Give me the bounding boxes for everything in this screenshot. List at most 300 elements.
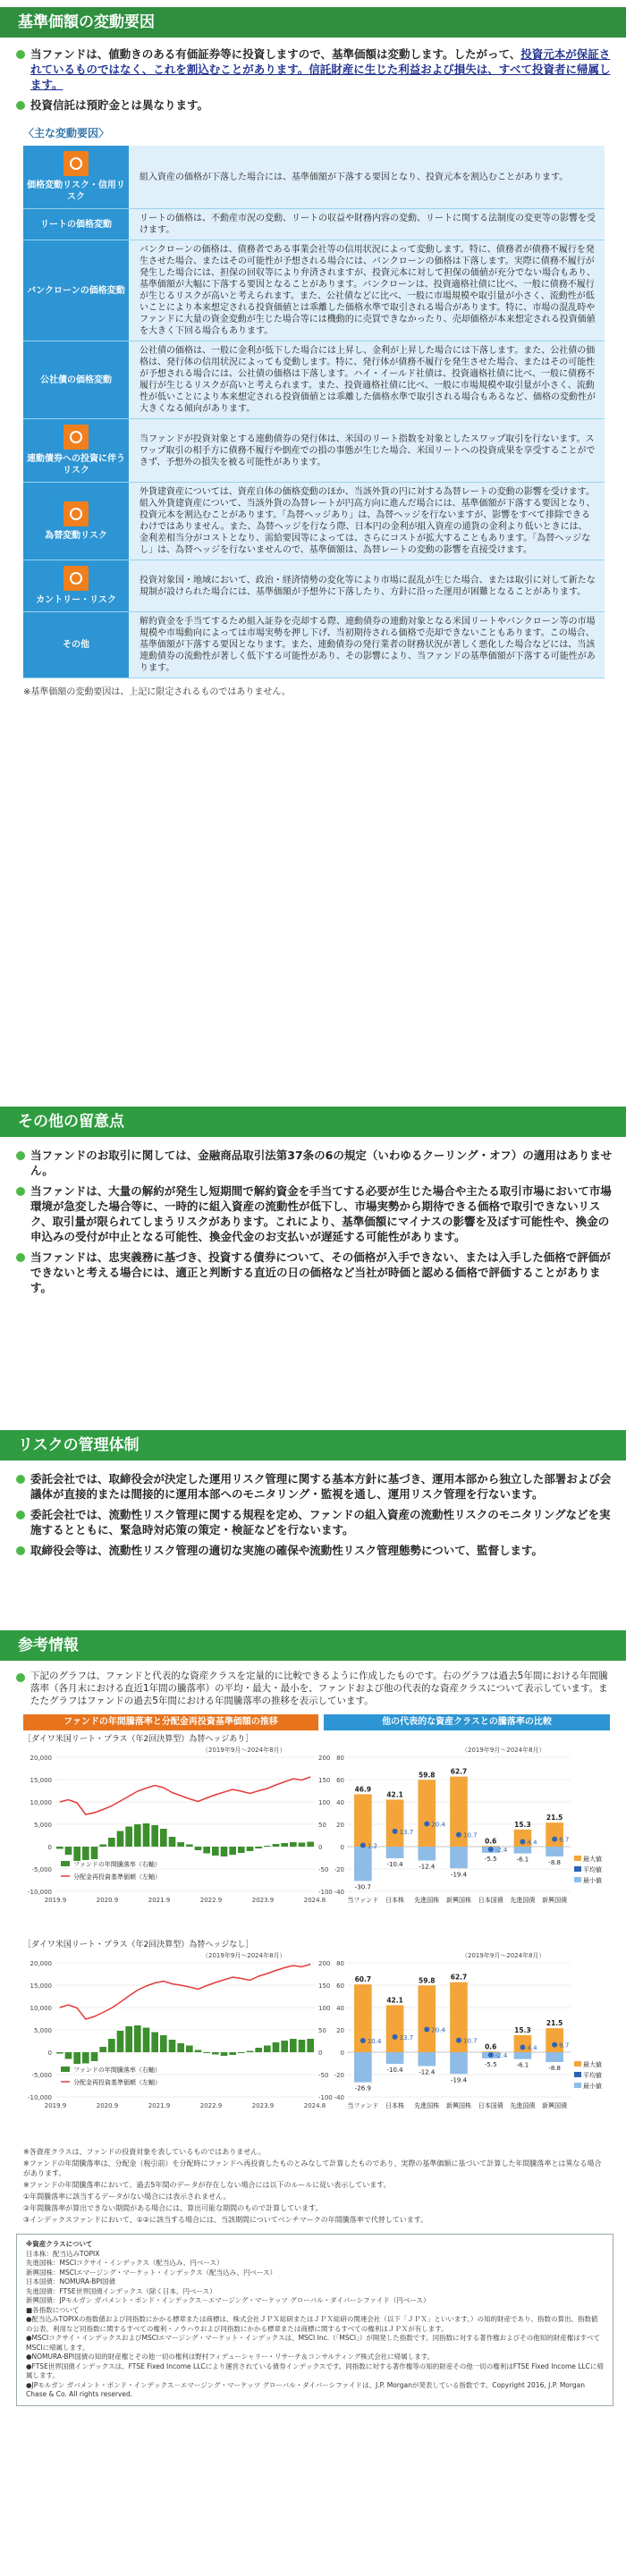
avg-point [552, 1837, 557, 1842]
min-bar [514, 2052, 532, 2059]
fund-return-bar [281, 1843, 288, 1847]
x-tick: 2024.8 [303, 2102, 326, 2109]
y-tick-right: 0 [318, 1844, 323, 1851]
fund-return-bar [290, 1842, 297, 1847]
legend-swatch-bar [61, 1861, 70, 1866]
fund-return-bar [143, 1823, 150, 1847]
fund-return-bar [307, 2039, 314, 2052]
section-title: 基準価額の変動要因 [0, 7, 626, 38]
y-tick-left: 20,000 [30, 1960, 52, 1967]
avg-label: -2.4 [495, 1847, 508, 1854]
section-risk-factors [0, 7, 626, 697]
risk-text: 当ファンドが投資対象とする連動債券の発行体は、米国のリート指数を対象としたスワップ取引を行ないます。スワップ取引の相手方に債務不履行や倒産での損の事態が生じた場合、米国リートへの投資成果を享受することができず、予想外の損失を被る可能性があります。 [129, 419, 605, 483]
fund-return-bar [91, 1847, 98, 1859]
y-tick-right: 50 [318, 1822, 326, 1829]
fund-return-bar [117, 2031, 124, 2052]
chart-notes [0, 2147, 626, 2225]
y-tick: -40 [334, 2094, 344, 2101]
chart-note: ③インデックスファンドにおいて、①②に該当する場合には、当該期間についてベンチマークの年間騰落率で代替しています。 [23, 2216, 428, 2224]
avg-point [520, 2045, 525, 2050]
risk-label-text: 連動債券への投資に伴うリスク [27, 454, 125, 476]
fund-return-bar [299, 1843, 306, 1848]
risk-label-text: 公社債の価格変動 [40, 375, 112, 385]
category-label: 日本株 [385, 2102, 405, 2109]
fund-return-bar [177, 1842, 184, 1847]
fund-return-bar [195, 1847, 202, 1850]
risk-label-text: カントリー・リスク [36, 595, 116, 605]
legend-label: 平均値 [583, 1866, 602, 1873]
fund-return-bar [195, 2050, 202, 2053]
min-bar [450, 1847, 468, 1868]
avg-point [424, 2027, 429, 2033]
min-label: -12.4 [419, 2068, 436, 2076]
risk-row [23, 240, 605, 341]
legend-label: ファンドの年間騰落率（右軸） [73, 2067, 161, 2074]
y-tick-right: 100 [318, 2005, 331, 2012]
box-line: ■各指数について [26, 2305, 80, 2314]
avg-label: 4.4 [527, 2044, 537, 2052]
fund-return-bar [151, 1825, 158, 1847]
risk-label [23, 146, 129, 209]
fund-return-bar [247, 2051, 254, 2053]
risk-row [23, 341, 605, 419]
bullet-text: 投資信託は預貯金とは異なります。 [16, 97, 613, 113]
risk-row [23, 560, 605, 612]
category-label: 当ファンド [347, 1897, 379, 1904]
section-title: 参考情報 [0, 1630, 626, 1661]
y-tick-left: 15,000 [30, 1777, 52, 1784]
chart-title: ［ダイワ米国リート・プラス（年2回決算型）為替ヘッジなし］ [23, 1940, 254, 1949]
min-label: -26.9 [354, 2084, 371, 2092]
bullet-text: 当ファンドのお取引に関しては、金融商品取引法第37条の6の規定（いわゆるクーリング・オフ）の適用はありません。 [16, 1148, 613, 1178]
min-bar [386, 1847, 404, 1858]
risk-row [23, 146, 605, 209]
section-reference-info [0, 1630, 626, 2406]
fund-return-bar [99, 2047, 106, 2052]
fund-return-bar [238, 2052, 245, 2053]
y-tick-left: 0 [47, 2050, 52, 2057]
avg-point [360, 2038, 366, 2043]
fund-return-bar [56, 2052, 63, 2054]
y-tick-left: -5,000 [31, 1866, 52, 1873]
fund-return-bar [99, 1845, 106, 1848]
risk-label-text: 為替変動リスク [45, 530, 107, 541]
max-label: 0.6 [485, 2042, 497, 2051]
fund-return-bar [125, 2026, 132, 2052]
max-label: 42.1 [386, 1790, 403, 1799]
min-label: -12.4 [419, 1863, 436, 1871]
min-label: -8.8 [548, 1859, 561, 1866]
fund-return-bar [273, 1844, 280, 1847]
legend-label: 分配金再投資基準価額（左軸） [73, 2079, 161, 2086]
category-label: 日本株 [385, 1897, 405, 1904]
avg-point [520, 1839, 525, 1845]
box-line: 新興国株：MSCIエマージング・マーケット・インデックス（配当込み、円ベース） [26, 2268, 277, 2277]
fund-return-bar [273, 2042, 280, 2052]
risk-label-text: その他 [63, 640, 89, 650]
risk-label-text: リートの価格変動 [40, 219, 112, 230]
fund-return-bar [65, 1847, 72, 1855]
category-label: 新興国株 [446, 1897, 471, 1904]
risk-label-text: 価格変動リスク・信用リスク [27, 181, 125, 202]
fund-return-bar [56, 1847, 63, 1849]
max-bar [418, 1780, 436, 1847]
legend-label: 最大値 [583, 1856, 602, 1863]
risk-label-text: バンクローンの価格変動 [27, 285, 125, 296]
legend-swatch-bar [61, 2067, 70, 2072]
max-label: 62.7 [450, 1973, 468, 1982]
y-tick: -40 [334, 1889, 344, 1896]
fund-return-bar [203, 2052, 210, 2053]
x-tick: 2021.9 [148, 1897, 171, 1904]
bullet-text [16, 46, 613, 92]
avg-label: 6.7 [559, 2041, 570, 2050]
y-tick-left: -10,000 [27, 2094, 52, 2101]
avg-label: 13.7 [399, 1828, 414, 1836]
y-tick-left: 5,000 [33, 1822, 52, 1829]
category-label: 新興国株 [446, 2102, 471, 2109]
max-label: 21.5 [546, 1814, 563, 1823]
risk-text: 外貨建資産については、資産自体の価格変動のほか、当該外貨の円に対する為替レートの変動の影響を受けます。組入外貨建資産について、当該外貨の為替レートが円高方向に進んだ場合には、基準価額が下落する要因となり、投資元本を割込むことがあります。「為替ヘッジあり」は、為替ヘッジを行ないますが、影響をすべて排除できるわけではありません。また、為替ヘッジを行なう際、日本円の金利が組入資産の通貨の金利より低いときには、金利差相当分がコストとなり、需給要因等によっては、さらにコストが拡大することもあります。「為替ヘッジなし」は、為替ヘッジを行ないませんので、基準価額は、為替レートの変動の影響を直接受けます。 [129, 483, 605, 560]
fund-return-bar [108, 2039, 115, 2052]
max-label: 59.8 [419, 1976, 436, 1985]
fund-return-bar [212, 2052, 219, 2055]
min-bar [354, 1847, 372, 1881]
avg-point [552, 2042, 557, 2048]
max-label: 15.3 [514, 1820, 531, 1829]
bullet-text: 取締役会等は、流動性リスク管理の適切な実施の確保や流動性リスク管理態勢について、監督します。 [16, 1543, 613, 1558]
avg-point [456, 2038, 461, 2043]
min-label: -10.4 [386, 1861, 403, 1868]
y-tick-right: -100 [318, 1889, 333, 1896]
chart-note: ②年間騰落率が算出できない期間がある場合には、算出可能な期間のもので計算しています。 [23, 2204, 323, 2212]
avg-label: 10.4 [367, 2038, 382, 2045]
avg-point [488, 1847, 494, 1852]
right-chart-header: 他の代表的な資産クラスとの騰落率の比較 [324, 1714, 610, 1730]
fund-return-bar [169, 1837, 176, 1847]
fund-return-bar [299, 2040, 306, 2052]
avg-point [360, 1843, 366, 1848]
risk-text: 投資対象国・地域において、政治・経済情勢の変化等により市場に混乱が生じた場合、または取引に対して新たな規制が設けられた場合には、基準価額が予想外に下落したり、方針に沿った運用が困難となることがあります。 [129, 560, 605, 612]
y-tick-left: 15,000 [30, 1983, 52, 1990]
min-label: -19.4 [450, 1871, 468, 1879]
max-bar [386, 1799, 404, 1847]
x-tick: 2021.9 [148, 2102, 171, 2109]
avg-label: -2.4 [495, 2052, 508, 2059]
risk-label [23, 341, 129, 419]
y-tick-right: 150 [318, 1777, 331, 1784]
legend-swatch [574, 1866, 581, 1872]
min-bar [546, 1847, 563, 1856]
y-tick-right: -100 [318, 2094, 333, 2101]
category-label: 先進国株 [414, 1897, 440, 1904]
fund-return-bar [125, 1827, 132, 1848]
chart-period: （2019年9月～2024年8月） [202, 1952, 286, 1959]
fund-return-bar [177, 2043, 184, 2052]
x-tick: 2019.9 [44, 2102, 67, 2109]
y-tick-right: -50 [318, 1866, 329, 1873]
fund-return-bar [65, 2052, 72, 2059]
risk-row [23, 419, 605, 483]
fund-return-bar [91, 2052, 98, 2061]
fund-return-bar [117, 1831, 124, 1848]
avg-label: 13.7 [399, 2033, 414, 2041]
currency-icon [63, 501, 89, 526]
avg-point [393, 1829, 398, 1834]
fund-return-bar [82, 2052, 89, 2064]
risk-label [23, 560, 129, 612]
min-bar [354, 2052, 372, 2083]
avg-label: 20.4 [431, 2026, 445, 2034]
chart-title: ［ダイワ米国リート・プラス（年2回決算型）為替ヘッジあり］ [23, 1735, 254, 1744]
y-tick: 0 [340, 2050, 344, 2057]
fund-return-bar [247, 1847, 254, 1851]
y-tick: 20 [336, 1822, 344, 1829]
fund-return-bar [255, 1847, 262, 1848]
bullet-text: 委託会社では、流動性リスク管理に関する規程を定め、ファンドの組入資産の流動性リスクのモニタリングなどを実施するとともに、緊急時対応策の策定・検証などを行ないます。 [16, 1507, 613, 1537]
fund-return-bar [264, 2046, 271, 2053]
fund-return-bar [229, 1847, 236, 1855]
y-tick-right: 200 [318, 1960, 331, 1967]
nav-line [60, 1777, 310, 1814]
min-bar [418, 2052, 436, 2067]
risk-note: ※基準価額の変動要因は、上記に限定されるものではありません。 [23, 687, 291, 697]
min-label: -30.7 [354, 1883, 371, 1891]
category-label: 新興国債 [542, 1897, 568, 1904]
fund-return-bar [73, 2052, 80, 2064]
category-label: 先進国債 [510, 2102, 536, 2109]
min-label: -6.1 [516, 1856, 529, 1864]
fund-return-bar [212, 1847, 219, 1856]
intro-text: 下記のグラフは、ファンドと代表的な資産クラスを定量的に比較できるように作成したものです。右のグラフは過去5年間における年間騰落率（各月末における直近1年間の騰落率）の平均・最大・最小を、ファンドおよび他の代表的な資産クラスについて表示しています。またたグラフはファンドの過去5年間における年間騰落率の推移を表示しています。 [16, 1670, 613, 1707]
risk-text: 解約資金を手当てするため組入証券を売却する際、連動債券の連動対象となる米国リートやバンクローン等の市場規模や市場動向によっては市場実勢を押し下げ、当初期待される価格で売却できないこともあります。この場合、基準価額が下落する要因となります。また、連動債券の発行業者の財務状況が著しく悪化した場合などには、当該連動債券の流動性が著しく低下する可能性があり、その影響により、当ファンドの基準価額が下落する可能性があります。 [129, 612, 605, 678]
avg-label: 20.4 [431, 1821, 445, 1829]
category-label: 当ファンド [347, 2102, 379, 2109]
growth-chart-icon [63, 425, 89, 450]
max-label: 15.3 [514, 2025, 531, 2034]
max-bar [354, 1794, 372, 1847]
risk-text: 公社債の価格は、一般に金利が低下した場合には上昇し、金利が上昇した場合には下落します。また、公社債の価格は、発行体の信用状況によっても変動します。特に、発行体が債務不履行を発生させた場合、またはその可能性が予想される場合には、公社債の価格は下落します。ハイ・イールド社債は、投資適格社債に比べ、一般に債務不履行が生じるリスクが高いと考えられます。また、投資適格社債に比べ、一般に市場規模や取引量が小さく、流動性が低いことにより本来想定される投資価値とは乖離した価格水準で取引される場合もあるなど、価格の変動性が大きくなる傾向があります。 [129, 341, 605, 419]
x-tick: 2019.9 [44, 1897, 67, 1904]
category-label: 日本国債 [478, 1897, 503, 1904]
risk-text: 組入資産の価格が下落した場合には、基準価額が下落する要因となり、投資元本を割込むことがあります。 [129, 146, 605, 209]
fund-return-bar [221, 1847, 228, 1856]
legend-label: 最大値 [583, 2061, 602, 2068]
box-line: 日本国債：NOMURA-BPI国債 [26, 2277, 116, 2286]
avg-point [424, 1822, 429, 1827]
y-tick-left: 0 [47, 1844, 52, 1851]
y-tick-left: 20,000 [30, 1755, 52, 1762]
fund-return-bar [134, 2025, 141, 2052]
risk-subtitle: 〈主な変動要因〉 [23, 127, 110, 139]
chart-period: （2019年9月～2024年8月） [461, 1747, 546, 1754]
fund-return-bar [134, 1824, 141, 1847]
y-tick-right: 150 [318, 1983, 331, 1990]
fund-return-bar [108, 1838, 115, 1847]
max-bar [386, 2005, 404, 2052]
y-tick-left: 5,000 [33, 2027, 52, 2034]
fund-return-bar [151, 2033, 158, 2053]
y-tick: -20 [334, 2072, 344, 2079]
chart-note: ①年間騰落率に該当するデータがない場合には表示されません。 [23, 2193, 231, 2201]
chart-note: ※ファンドの年間騰落率は、分配金（税引前）を分配時にファンドへ再投資したものとみなして計算したものであり、実際の基準価額に基づいて計算した年間騰落率とは異なる場合があります。 [23, 2159, 602, 2177]
chart-headers [23, 1714, 610, 1730]
y-tick: 40 [336, 2005, 344, 2012]
avg-point [456, 1832, 461, 1838]
box-line: 先進国債：FTSE世界国債インデックス（除く日本、円ベース） [26, 2286, 216, 2295]
risk-row [23, 612, 605, 678]
y-tick: 0 [340, 1844, 344, 1851]
risk-row [23, 209, 605, 240]
fund-return-bar [160, 1829, 167, 1847]
avg-point [393, 2034, 398, 2040]
fund-return-bar [203, 1847, 210, 1854]
legend-label: 平均値 [583, 2072, 602, 2079]
legend-label: 分配金再投資基準価額（左軸） [73, 1873, 161, 1881]
fund-return-bar [290, 2039, 297, 2052]
max-bar [418, 1985, 436, 2052]
fund-return-bar [82, 1847, 89, 1860]
fund-return-bar [221, 2052, 228, 2056]
y-tick: 60 [336, 1777, 344, 1784]
bullet-text: 当ファンドは、大量の解約が発生し短期間で解約資金を手当てする必要が生じた場合や主たる取引市場において市場環境が急変した場合等に、一時的に組入資産の流動性が低下し、市場実勢から期待できる価格で取引できないリスク、取引量が限られてしまうリスクがあります。これにより、基準価額にマイナスの影響を及ぼす可能性や、換金の申込みの受付が中止となる可能性、換金代金のお支払いが遅延する可能性があります。 [16, 1183, 613, 1244]
y-tick-right: 50 [318, 2027, 326, 2034]
min-bar [514, 1847, 532, 1854]
bullet-text-underlined: 投資元本が保証されているものではなく、これを割込むことがあります。信託財産に生じた利益および損失は、すべて投資者に帰属します。 [30, 47, 611, 91]
legend-swatch [574, 1856, 581, 1861]
legend-label: ファンドの年間騰落率（右軸） [73, 1861, 161, 1868]
fund-return-bar [169, 2040, 176, 2052]
flag-icon [63, 566, 89, 591]
y-tick-left: 10,000 [30, 1799, 52, 1806]
fund-return-bar [281, 2041, 288, 2052]
risk-label [23, 209, 129, 240]
avg-label: 10.7 [463, 1831, 478, 1839]
min-label: -5.5 [484, 2060, 497, 2068]
fund-return-bar [255, 2048, 262, 2052]
risk-text: リートの価格は、不動産市況の変動、リートの収益や財務内容の変動、リートに関する法制度の変更等の影響を受けます。 [129, 209, 605, 240]
chart-period: （2019年9月～2024年8月） [461, 1952, 546, 1959]
y-tick-right: 100 [318, 1799, 331, 1806]
category-label: 先進国債 [510, 1897, 536, 1904]
max-label: 60.7 [354, 1975, 372, 1984]
y-tick: 60 [336, 1983, 344, 1990]
box-title: ※資産クラスについて [26, 2240, 93, 2248]
legend-label: 最小値 [583, 1877, 602, 1884]
section-title: その他の留意点 [0, 1107, 626, 1137]
x-tick: 2023.9 [251, 1897, 275, 1904]
y-tick-right: 200 [318, 1755, 331, 1762]
y-tick: -20 [334, 1866, 344, 1873]
min-bar [546, 2052, 563, 2062]
fund-return-bar [186, 1845, 193, 1848]
min-bar [418, 1847, 436, 1861]
box-line: ●NOMURA-BPI国債の知的財産権とその他一切の権利は野村フィデューシャリー・リサーチ＆コンサルティング株式会社に帰属します。 [26, 2353, 435, 2361]
risk-label [23, 240, 129, 341]
avg-label: 6.7 [559, 1836, 570, 1844]
min-label: -10.4 [386, 2067, 403, 2074]
section-risk-management [0, 1430, 626, 1558]
legend-label: 最小値 [583, 2083, 602, 2090]
x-tick: 2020.9 [96, 2102, 119, 2109]
risk-text: バンクローンの価格は、債務者である事業会社等の信用状況によって変動します。特に、債務者が債務不履行を発生させた場合、またはその可能性が予想される場合には、バンクローンの価格は下落します。実際に債務不履行が発生した場合には、担保の回収等により弁済されますが、投資元本に対して担保の価値が充分でない場合もあり、基準価額が大幅に下落する要因となることがあります。バンクローンは、投資適格社債に比べ、一般に債務不履行が生じるリスクが高いと考えられます。また、公社債などに比べ、一般に市場規模や取引量が小さく、流動性が低いことにより本来想定される投資価値とは乖離した価格水準で取引される場合があります。特に、市場の混乱時やファンドに大量の資金変動が生じた場合等には機動的に売買できなかったり、売却価格が本来想定される投資価値を大きく下回る場合もあります。 [129, 240, 605, 341]
x-tick: 2022.9 [199, 1897, 223, 1904]
charts-area [23, 1714, 610, 2145]
min-label: -6.1 [516, 2061, 529, 2069]
avg-label: 4.4 [527, 1839, 537, 1847]
y-tick-right: 0 [318, 2050, 323, 2057]
max-label: 42.1 [386, 1996, 403, 2005]
max-label: 62.7 [450, 1767, 468, 1776]
fund-return-bar [143, 2028, 150, 2053]
min-bar [450, 2052, 468, 2074]
asset-class-box [16, 2234, 613, 2406]
avg-label: 10.7 [463, 2037, 478, 2045]
fund-return-bar [264, 1846, 271, 1847]
y-tick: 40 [336, 1799, 344, 1806]
bullet-text: 委託会社では、取締役会が決定した運用リスク管理に関する基本方針に基づき、運用本部から独立した部署および会議体が直接的または間接的に運用本部へのモニタリング・監視を通し、運用リスク管理を行ないます。 [16, 1471, 613, 1502]
chart-period: （2019年9月～2024年8月） [202, 1747, 286, 1754]
avg-label: 1.2 [367, 1842, 377, 1850]
risk-label [23, 483, 129, 560]
max-label: 21.5 [546, 2019, 563, 2028]
min-label: -19.4 [450, 2076, 468, 2084]
fund-return-bar [186, 2046, 193, 2053]
legend-swatch [574, 2072, 581, 2077]
y-tick-left: -5,000 [31, 2072, 52, 2079]
min-label: -5.5 [484, 1855, 497, 1863]
fund-return-bar [229, 2052, 236, 2055]
y-tick: 80 [336, 1755, 344, 1762]
box-line: 新興国債：JPモルガン ガバメント・ボンド・インデックス－エマージング・マーケッツ グローバル・ダイバーシファイド（円ベース） [26, 2296, 430, 2304]
nav-line [60, 1965, 310, 2020]
left-chart-header: ファンドの年間騰落率と分配金再投資基準価額の推移 [23, 1714, 318, 1730]
chart-note: ※ファンドの年間騰落率において、過去5年間のデータが存在しない場合には以下のルールに従い表示しています。 [23, 2181, 391, 2189]
max-label: 0.6 [485, 1837, 497, 1846]
category-label: 先進国株 [414, 2102, 440, 2109]
legend-swatch [574, 2061, 581, 2067]
section-other-notes [0, 1107, 626, 1295]
y-tick-left: 10,000 [30, 2005, 52, 2012]
box-line: ●FTSE世界国債インデックスは、FTSE Fixed Income LLCにより運営されている債券インデックスです。同指数に対する著作権等の知的財産その他一切の権利はFTSE Fixed Income LLCに帰属します。 [26, 2361, 604, 2379]
x-tick: 2023.9 [251, 2102, 275, 2109]
max-label: 46.9 [354, 1785, 372, 1794]
min-bar [386, 2052, 404, 2064]
box-lines [26, 2250, 604, 2400]
y-tick: 80 [336, 1960, 344, 1967]
box-line: ●MSCIコクサイ・インデックスおよびMSCIエマージング・マーケット・インデックスは、MSCI Inc.（「MSCI」）が開発した指数です。同指数に対する著作権およびその他知的財産権はすべてMSCIに帰属します。 [26, 2334, 601, 2352]
chart-note: ※各資産クラスは、ファンドの投資対象を表しているものではありません。 [23, 2148, 266, 2156]
box-line: ●JPモルガン ガバメント・ボンド・インデックス－エマージング・マーケッツ グローバル・ダイバーシファイドは、J.P. Morganが発表している指数です。Copyright 2016, J.P. Morgan Chase & Co. All rights reserved. [26, 2380, 585, 2398]
section-title: リスクの管理体制 [0, 1430, 626, 1461]
chart-down-icon [63, 151, 89, 176]
bullet-text: 当ファンドは、忠実義務に基づき、投資する債券について、その価格が入手できない、または入手した価格で評価ができないと考える場合には、適正と判断する直近の日の価格など当社が時価と認める価格で評価することがあります。 [16, 1250, 613, 1295]
risk-label [23, 612, 129, 678]
risk-table [23, 146, 605, 678]
fund-return-bar [160, 2035, 167, 2052]
legend-swatch [574, 1877, 581, 1882]
fund-return-bar [238, 1847, 245, 1853]
x-tick: 2020.9 [96, 1897, 119, 1904]
bullet-text-part: 当ファンドは、値動きのある有価証券等に投資しますので、基準価額は変動します。したがって、 [30, 47, 521, 61]
min-label: -8.8 [548, 2065, 561, 2072]
risk-row [23, 483, 605, 560]
avg-point [488, 2052, 494, 2058]
x-tick: 2022.9 [199, 2102, 223, 2109]
category-label: 日本国債 [478, 2102, 503, 2109]
max-label: 59.8 [419, 1771, 436, 1780]
y-tick-left: -10,000 [27, 1889, 52, 1896]
